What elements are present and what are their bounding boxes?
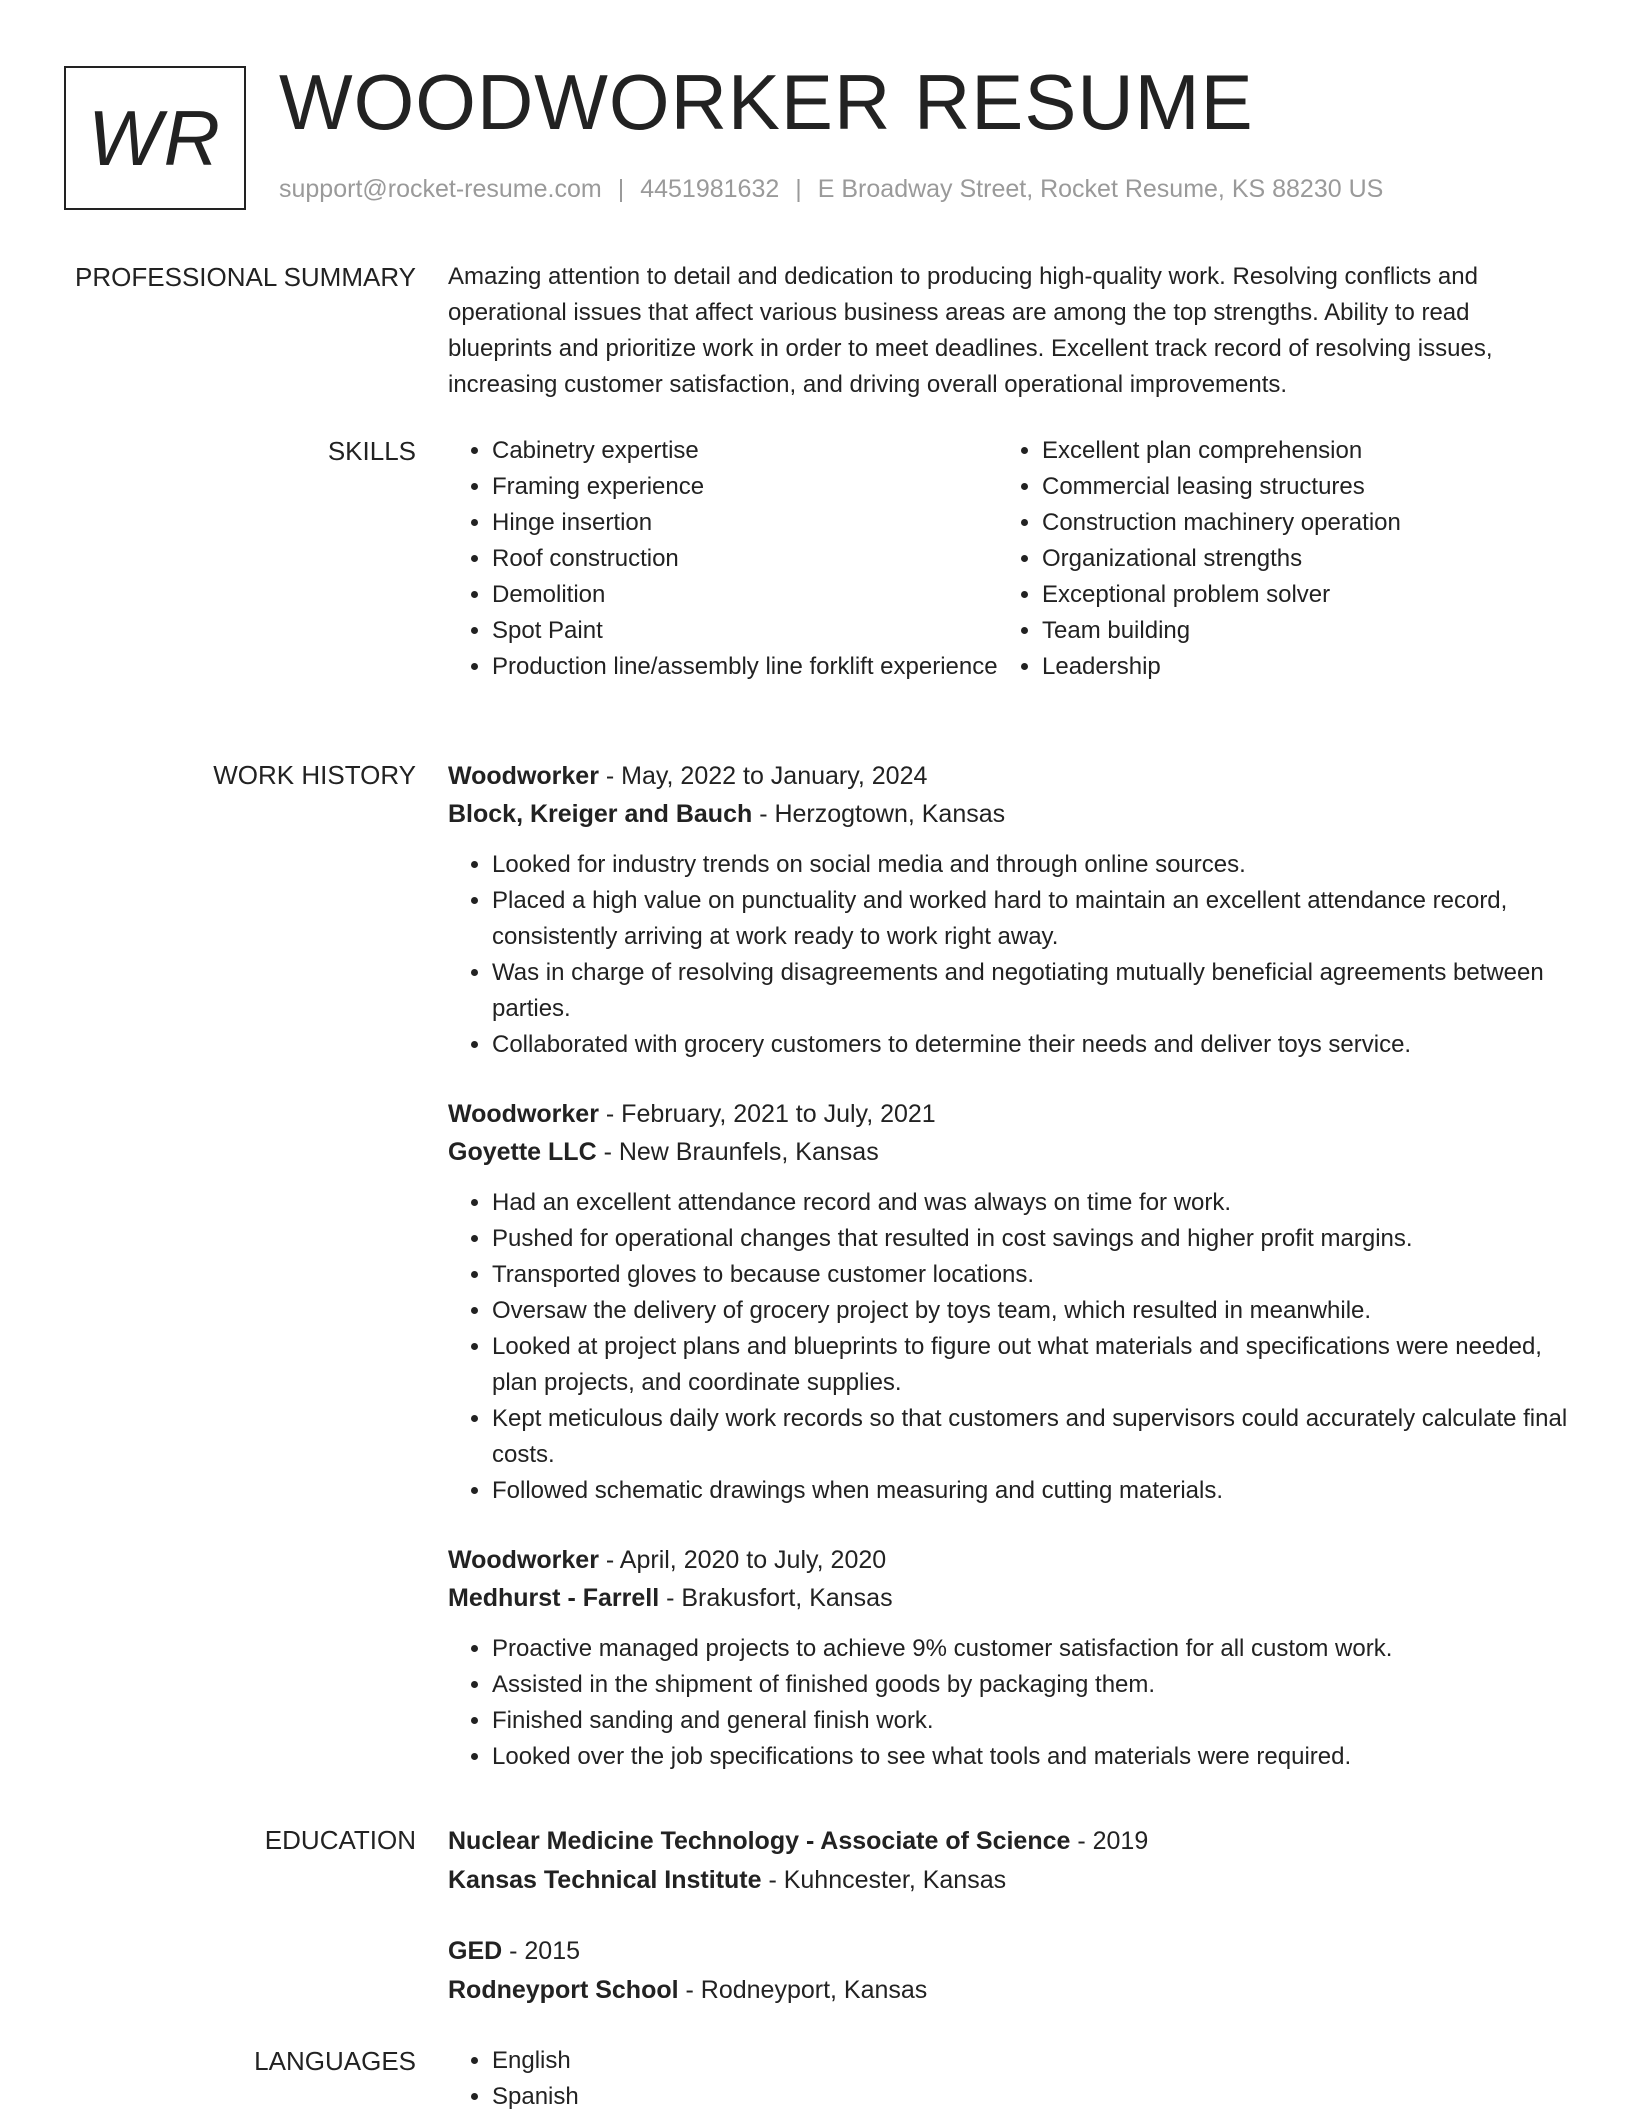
monogram-box <box>64 66 246 210</box>
resume-title: WOODWORKER RESUME <box>279 58 1254 146</box>
job-bullets <box>448 1631 1568 1775</box>
job-title: Woodworker <box>448 762 599 790</box>
summary-heading: PROFESSIONAL SUMMARY <box>75 262 416 292</box>
skill-item: • Cabinetry expertise <box>492 433 998 469</box>
job-entry <box>448 757 1568 1063</box>
job-entry <box>448 1095 1568 1509</box>
skill-item: • Spot Paint <box>492 613 998 649</box>
job-bullet: • Looked over the job specifications to see what tools and materials were required. <box>492 1739 1568 1775</box>
job-entry <box>448 1541 1568 1775</box>
job-location: - Herzogtown, Kansas <box>752 800 1006 828</box>
job-bullet: • Transported gloves to because customer locations. <box>492 1257 1568 1293</box>
languages-heading: LANGUAGES <box>254 2046 416 2076</box>
contact-address: E Broadway Street, Rocket Resume, KS 88230 US <box>817 175 1384 203</box>
job-dates: - May, 2022 to January, 2024 <box>598 762 928 790</box>
job-company: Goyette LLC <box>448 1138 597 1166</box>
job-bullet: • Oversaw the delivery of grocery project by toys team, which resulted in meanwhile. <box>492 1293 1568 1329</box>
contact-separator: | <box>795 175 802 203</box>
skill-item: • Excellent plan comprehension <box>1042 433 1548 469</box>
job-bullet: • Looked at project plans and blueprints to figure out what materials and specifications were needed, plan projects, and coordinate supplies. <box>492 1329 1568 1401</box>
education-entry <box>448 1822 1568 1900</box>
job-company: Block, Kreiger and Bauch <box>448 800 753 828</box>
skill-item: • Team building <box>1042 613 1548 649</box>
skill-item: • Exceptional problem solver <box>1042 577 1548 613</box>
job-bullet: • Finished sanding and general finish work. <box>492 1703 1568 1739</box>
language-item: • English <box>492 2043 1568 2079</box>
education-school: Kansas Technical Institute <box>448 1866 762 1894</box>
job-dates: - February, 2021 to July, 2021 <box>598 1100 936 1128</box>
skills-list-right <box>998 433 1548 685</box>
job-bullet: • Kept meticulous daily work records so that customers and supervisors could accurately calculate final costs. <box>492 1401 1568 1473</box>
job-bullet: • Placed a high value on punctuality and worked hard to maintain an excellent attendance record, consistently arriving at work ready to work right away. <box>492 883 1568 955</box>
skill-item: • Construction machinery operation <box>1042 505 1548 541</box>
education-heading: EDUCATION <box>264 1825 416 1855</box>
job-bullet: • Pushed for operational changes that resulted in cost savings and higher profit margins. <box>492 1221 1568 1257</box>
education-degree: Nuclear Medicine Technology - Associate of Science <box>448 1827 1071 1855</box>
education-location: - Kuhncester, Kansas <box>761 1866 1007 1894</box>
job-location: - Brakusfort, Kansas <box>659 1584 893 1612</box>
job-dates: - April, 2020 to July, 2020 <box>598 1546 887 1574</box>
education-entry <box>448 1932 1568 2010</box>
job-bullets <box>448 1185 1568 1509</box>
contact-phone[interactable]: 4451981632 <box>640 175 780 203</box>
language-item: • Spanish <box>492 2079 1568 2115</box>
work-history-heading: WORK HISTORY <box>213 760 416 790</box>
skill-item: • Demolition <box>492 577 998 613</box>
education-year: - 2019 <box>1070 1827 1149 1855</box>
skills-heading: SKILLS <box>327 436 416 466</box>
job-bullet: • Looked for industry trends on social media and through online sources. <box>492 847 1568 883</box>
job-title: Woodworker <box>448 1546 599 1574</box>
job-bullet: • Assisted in the shipment of finished goods by packaging them. <box>492 1667 1568 1703</box>
languages-list <box>448 2043 1568 2115</box>
job-bullet: • Was in charge of resolving disagreements and negotiating mutually beneficial agreements between parties. <box>492 955 1568 1027</box>
job-location: - New Braunfels, Kansas <box>596 1138 879 1166</box>
skill-item: • Framing experience <box>492 469 998 505</box>
job-title: Woodworker <box>448 1100 599 1128</box>
skills-list-left <box>448 433 998 685</box>
contact-email[interactable]: support@rocket-resume.com <box>279 175 602 203</box>
summary-text: Amazing attention to detail and dedication to producing high-quality work. Resolving conflicts and operational issues that affect various business areas are among the top strengths. Ability to read blueprints and prioritize work in order to meet deadlines. Excellent track record of resolving issues, increasing customer satisfaction, and driving overall operational improvements. <box>448 263 1493 398</box>
education-location: - Rodneyport, Kansas <box>678 1976 928 2004</box>
skill-item: • Commercial leasing structures <box>1042 469 1548 505</box>
education-year: - 2015 <box>502 1937 581 1965</box>
job-bullets <box>448 847 1568 1063</box>
monogram-initials: WR <box>88 93 222 182</box>
education-degree: GED <box>448 1937 503 1965</box>
job-company: Medhurst - Farrell <box>448 1584 660 1612</box>
skill-item: • Organizational strengths <box>1042 541 1548 577</box>
job-bullet: • Had an excellent attendance record and was always on time for work. <box>492 1185 1568 1221</box>
skill-item: • Roof construction <box>492 541 998 577</box>
skill-item: • Production line/assembly line forklift experience <box>492 649 998 685</box>
education-school: Rodneyport School <box>448 1976 679 2004</box>
job-bullet: • Proactive managed projects to achieve 9% customer satisfaction for all custom work. <box>492 1631 1568 1667</box>
skill-item: • Hinge insertion <box>492 505 998 541</box>
contact-line <box>279 175 1383 204</box>
contact-separator: | <box>617 175 625 203</box>
job-bullet: • Collaborated with grocery customers to determine their needs and deliver toys service. <box>492 1027 1568 1063</box>
job-bullet: • Followed schematic drawings when measuring and cutting materials. <box>492 1473 1568 1509</box>
skill-item: • Leadership <box>1042 649 1548 685</box>
